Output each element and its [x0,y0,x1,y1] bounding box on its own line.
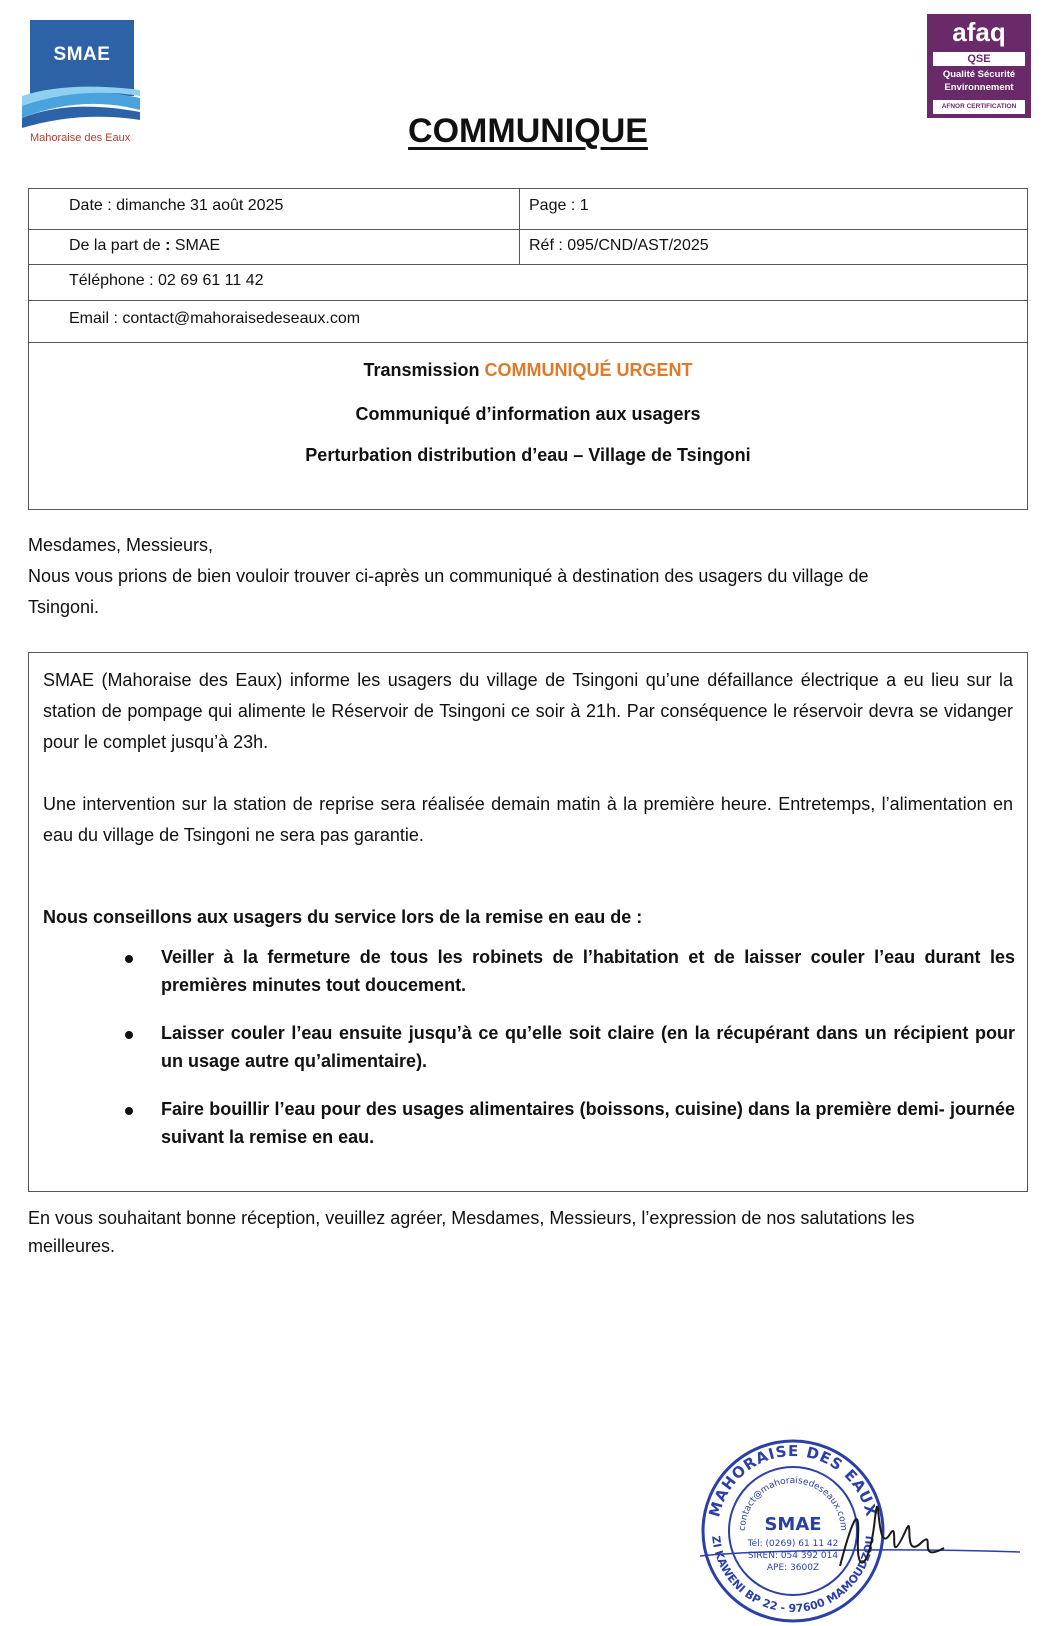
notice-paragraph-2: Une intervention sur la station de reprise sera réalisée demain matin à la première heure. Entretemps, l’alimentation en eau du village de Tsingoni ne sera pas garantie. [43,794,1013,845]
date-field: Date : dimanche 31 août 2025 [69,197,284,214]
stamp-tel: Tél: (0269) 61 11 42 [747,1539,839,1549]
stamp-name: SMAE [764,1514,822,1535]
stamp-ape: APE: 3600Z [766,1563,820,1573]
stamp-ring-bottom: ZI KAWENI BP 22 - 97600 MAMOUDZOU [709,1535,877,1616]
subject-line-1: Communiqué d’information aux usagers [355,404,701,424]
advice-item-2: Laisser couler l’eau ensuite jusqu’à ce qu’elle soit claire (en la récupérant dans un récipient pour un usage autre qu’alimentaire). [161,1023,1015,1071]
bullet-icon [125,1107,133,1115]
notice-box [28,652,1028,1192]
stamp-inner-arc: contact@mahoraisedeseaux.com [737,1475,849,1532]
afaq-title: afaq [952,17,1006,47]
email-field: Email : contact@mahoraisedeseaux.com [69,310,361,327]
smae-logo-text: SMAE [53,44,111,65]
from-colon: : [165,237,171,254]
table-divider [519,189,520,264]
from-label: De la part de [69,237,166,254]
table-divider [29,229,1027,230]
table-divider [29,342,1027,343]
smae-tagline: Mahoraise des Eaux [30,132,131,144]
advice-title: Nous conseillons aux usagers du service lors de la remise en eau de : [43,907,643,927]
intro-line-2: Tsingoni. [28,597,100,617]
bullet-icon [125,1031,133,1039]
afaq-cert: AFNOR CERTIFICATION [933,100,1025,114]
phone-field: Téléphone : 02 69 61 11 42 [69,272,264,289]
page-field: Page : 1 [529,197,589,214]
company-stamp [700,1438,1030,1624]
stamp-siren: SIREN: 054 392 014 [747,1551,839,1561]
closing-line-2: meilleures. [28,1236,116,1256]
notice-paragraph-1: SMAE (Mahoraise des Eaux) informe les usagers du village de Tsingoni qu’une défaillance électrique a eu lieu sur la station de pompage qui alimente le Réservoir de Tsingoni ce soir à 21h. Par conséquence le réservoir devra se vidanger pour le complet jusqu’à 23h. [43,670,1013,752]
afaq-qse: QSE [933,52,1025,66]
from-field [69,237,220,255]
advice-item-1: Veiller à la fermeture de tous les robinets de l’habitation et de laisser couler l’eau durant les premières minutes tout doucement. [161,947,1015,995]
afaq-logo [927,14,1031,118]
advice-item-3: Faire bouillir l’eau pour des usages alimentaires (boissons, cuisine) dans la première demi- journée suivant la remise en eau. [161,1099,1015,1147]
header-table [28,188,1028,510]
from-value: SMAE [170,237,221,254]
intro-line-1: Nous vous prions de bien vouloir trouver ci-après un communiqué à destination des usagers du village de [28,566,869,586]
afaq-line2: Environnement [944,82,1014,93]
reference-field: Réf : 095/CND/AST/2025 [529,237,709,254]
table-divider [29,264,1027,265]
page-title: COMMUNIQUE [408,112,648,150]
greeting: Mesdames, Messieurs, [28,535,214,555]
transmission-line [29,360,1027,381]
transmission-label: Transmission [363,360,485,380]
afaq-line1: Qualité Sécurité [942,69,1016,80]
subject-line-2: Perturbation distribution d’eau – Village de Tsingoni [305,445,751,465]
closing-line-1: En vous souhaitant bonne réception, veuillez agréer, Mesdames, Messieurs, l’expression de nos salutations les [28,1208,915,1228]
table-divider [29,300,1027,301]
urgent-badge: COMMUNIQUÉ URGENT [484,360,693,380]
bullet-icon [125,955,133,963]
stamp-ring-top: MAHORAISE DES EAUX [705,1441,881,1519]
